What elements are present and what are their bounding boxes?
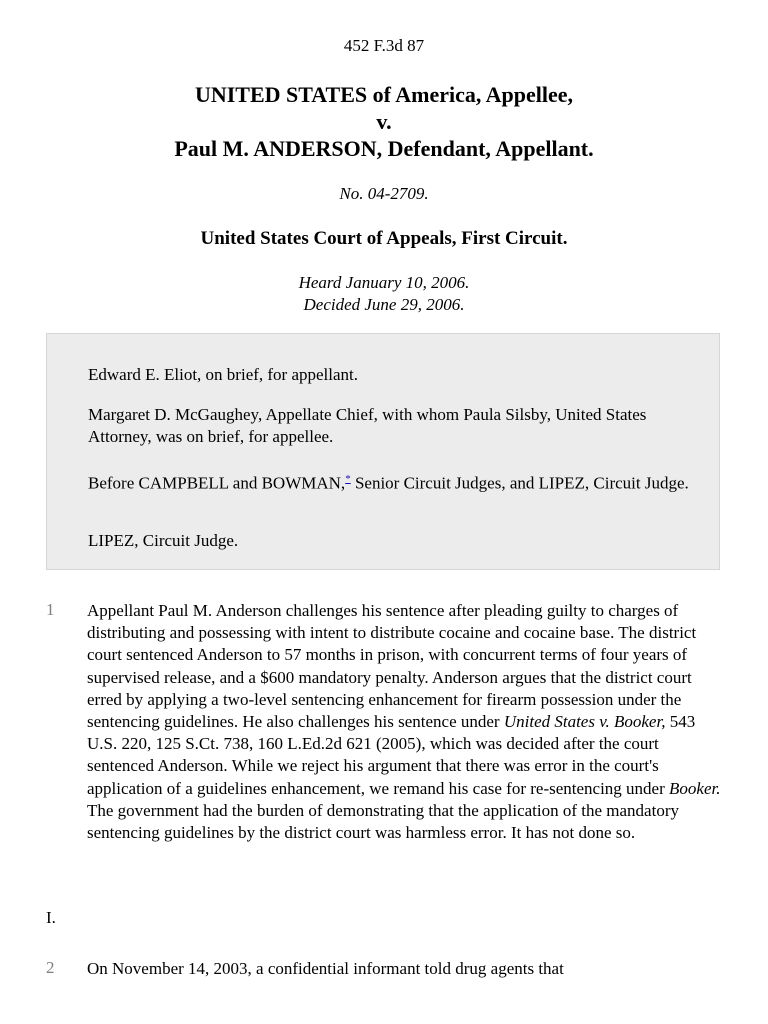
case-reference: Booker.	[669, 778, 721, 798]
panel-judges	[88, 467, 698, 495]
counsel-panel	[46, 333, 720, 570]
counsel-appellee: Margaret D. McGaughey, Appellate Chief, with whom Paula Silsby, United States Attorney, was on brief, for appellee.	[88, 405, 647, 446]
decided-date: Decided June 29, 2006.	[303, 295, 465, 314]
paragraph-text: Appellant Paul M. Anderson challenges his sentence after pleading guilty to charges of distributing and possessing with intent to distribute cocaine and cocaine base. The district court sentenced Anderson to 57 months in prison, with concurrent terms of four years of supervised release, and a $600 mandatory penalty. Anderson argues that the district court erred by applying a two-level sentencing enhancement for firearm possession under the sentencing guidelines. He also challenges his sentence under	[87, 601, 697, 732]
paragraph-text: 543 U.S. 220, 125 S.Ct. 738, 160 L.Ed.2d 621 (2005), which was decided after the court sentenced Anderson. While we reject his argument that there was error in the court's application of a guidelines enhancement, we remand his case for re-sentencing under	[87, 712, 696, 798]
hearing-dates	[0, 272, 768, 316]
panel-judges-part2: Senior Circuit Judges, and LIPEZ, Circuit Judge.	[350, 473, 689, 493]
section-heading: I.	[46, 908, 56, 927]
footnote-link[interactable]: *	[345, 473, 351, 485]
paragraph-text: The government had the burden of demonstrating that the application of the mandatory sentencing guidelines by the district court was harmless error. It has not done so.	[87, 800, 679, 843]
heard-date: Heard January 10, 2006.	[298, 273, 470, 292]
case-reference: United States v. Booker,	[503, 712, 666, 732]
case-citation: 452 F.3d 87	[343, 36, 425, 55]
panel-judges-part1: Before CAMPBELL and BOWMAN,	[88, 473, 346, 493]
docket-number: No. 04-2709.	[339, 184, 429, 203]
opinion-paragraph: On November 14, 2003, a confidential informant told drug agents that	[87, 959, 564, 978]
court-name: United States Court of Appeals, First Circuit.	[200, 228, 568, 249]
counsel-appellant: Edward E. Eliot, on brief, for appellant.	[88, 365, 359, 384]
caption-appellant: Paul M. ANDERSON, Defendant, Appellant.	[174, 136, 594, 161]
paragraph-number: 1	[46, 600, 55, 619]
caption-appellee: UNITED STATES of America, Appellee,	[194, 82, 574, 107]
paragraph-number: 2	[46, 958, 55, 977]
opinion-author: LIPEZ, Circuit Judge.	[88, 531, 239, 550]
opinion-paragraph	[87, 600, 727, 844]
case-caption	[0, 81, 768, 162]
caption-versus: v.	[376, 109, 392, 134]
